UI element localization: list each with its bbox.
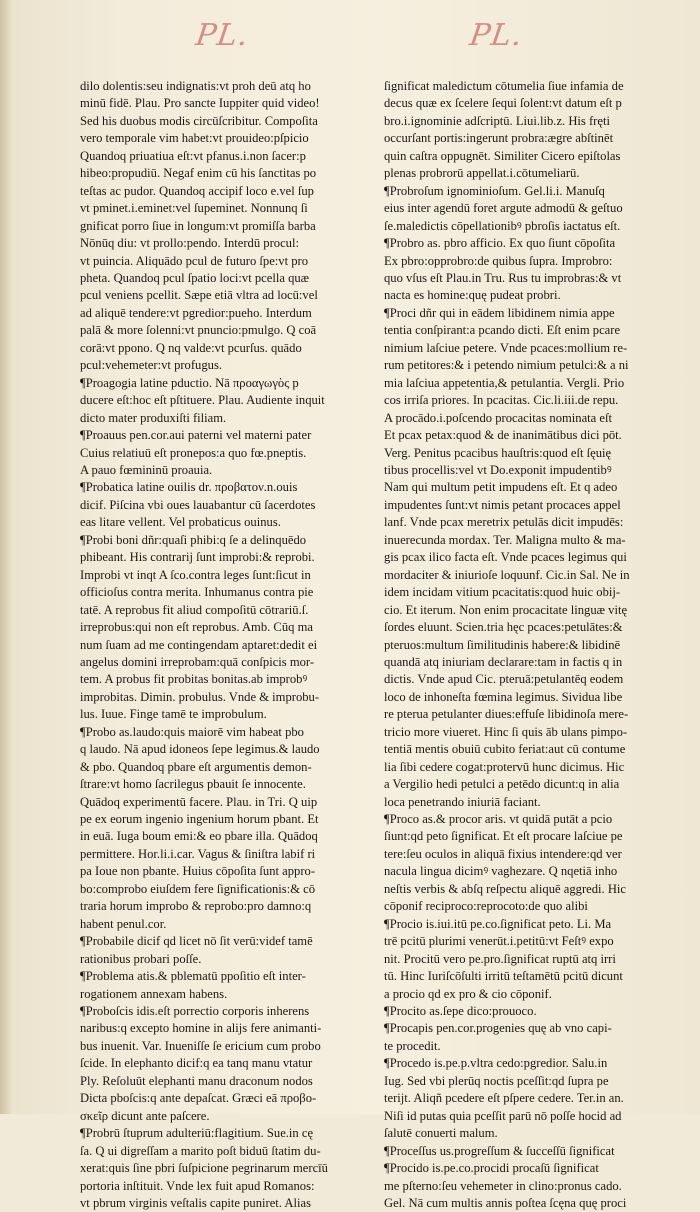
text-line: ¶Probatica latine ouilis dr. προβατον.n.ouis <box>80 480 298 495</box>
text-line: ſtrare:vt homo ſacrilegus pbauit ſe innocente. <box>80 777 306 792</box>
text-line: rogationem annexam habens. <box>80 986 228 1001</box>
text-column-left <box>80 78 364 1212</box>
text-line: idem incidam vitium pcacitatis:quod huic obij- <box>384 585 621 600</box>
text-line: portoria inſtituit. Vnde lex fuit apud Romanos: <box>80 1178 315 1193</box>
text-line: Gel. Nā cum multis annis poſtea ſcęna quę proci <box>384 1196 627 1210</box>
text-line: A pauo fœmininū proauia. <box>80 462 213 477</box>
margin-mark-left: PL. <box>193 18 252 53</box>
text-line: ſordes eluunt. Scien.tria hęc pcaces:petulātes:& <box>384 620 623 635</box>
text-line: Ex pbro:opprobro:de quibus ſupra. Improbro: <box>384 253 613 268</box>
text-line: ¶Problema atis.& pblematū ppoſitio eſt inter- <box>80 969 306 984</box>
text-line: loco de inhoneſta fœmina legimus. Sividua libe <box>384 689 623 704</box>
text-line: tem. A probus fit probitas bonitas.ab improbꝰ <box>80 672 308 687</box>
text-line: q laudo. Nā apud idoneos ſepe legimus.& laudo <box>80 742 320 757</box>
text-line: mordaciter & iniurioſe loquunf. Cic.in Sal. Ne in <box>384 567 630 582</box>
text-line: ¶Probabile dicif qd licet nō ſit verū:videf tamē <box>80 934 313 949</box>
text-line: ¶Proboſcis idis.eſt porrectio corporis inherens <box>80 1004 310 1019</box>
text-line: ſiunt:qd peto ſignificat. Et eſt procare laſciue pe <box>384 829 623 844</box>
text-line: xerat:quis ſine pbri ſuſpicione pegrinarum mercīū <box>80 1161 328 1176</box>
text-line: improbitas. Dimin. probulus. Vnde & improbu- <box>80 689 320 704</box>
text-line: tibus procellis:vel vt Do.exponit impudentibꝰ <box>384 462 612 477</box>
text-line: inuerecunda mordax. Ter. Maligna multo & ma- <box>384 532 626 547</box>
text-line: nit. Procitū vero pe.pro.ſignificat ruptū atq irri <box>384 951 616 966</box>
text-line: cio. Et iterum. Non enim procacitate linguæ vitę <box>384 602 628 617</box>
text-line: hibeo:propudiū. Negaf enim cū his ſanctitas po <box>80 166 317 181</box>
margin-mark-right: PL. <box>467 18 526 53</box>
text-line: rum petitores:& i petendo nimium petulci:& a ni <box>384 358 629 373</box>
text-line: lus. Iuue. Finge tamē te improbulum. <box>80 707 267 722</box>
text-line: vt puincia. Aliquādo pcul de futuro ſpe:vt pro <box>80 253 309 268</box>
text-line: pa Ioue non pbante. Huius cōpoſita ſunt appro- <box>80 864 316 879</box>
text-line: traria horum improbo & reprobo:pro damno:q <box>80 899 312 914</box>
text-line: ſalutē conuerti malum. <box>384 1126 498 1141</box>
text-line: tū. Hinc Iuriſcōſulti irritū teſtamētū pcitū dicunt <box>384 969 623 984</box>
text-line: dicto mater produxiſti filiam. <box>80 410 227 425</box>
text-line: Quādoq experimentū facere. Plau. in Tri. Q uip <box>80 794 318 809</box>
text-line: minū fidē. Plau. Pro sancte Iuppiter quid video! <box>80 96 320 111</box>
text-line: pcul veniens pcellit. Sæpe etiā vltra ad locū:vel <box>80 288 318 303</box>
text-line: ¶Probi boni dñr:quaſi phibi:q ſe a delinquēdo <box>80 532 307 547</box>
text-line: ¶Probro as. pbro afficio. Ex quo ſiunt cōpoſita <box>384 236 616 251</box>
text-line: ¶Probrū ſtuprum adulteriū:flagitium. Sue.in cę <box>80 1126 314 1141</box>
text-line: ad aliquē tendere:vt pgredior:pueho. Interdum <box>80 305 312 320</box>
text-line: Dicta pboſcis:q ante depaſcat. Græci eā προβο- <box>80 1091 317 1106</box>
text-line: Quandoq priuatiua eſt:vt pfanus.i.non ſacer:p <box>80 148 306 163</box>
text-line: decus quæ ex ſcelere ſequi ſolent:vt datum eſt p <box>384 96 622 111</box>
text-line: Nam qui multum petit impudens eſt. Et q adeo <box>384 480 618 495</box>
text-line: tentiā mentis obuiū cubito feriat:aut cū contume <box>384 742 626 757</box>
text-line: tricio more viueret. Hinc ſi quis āb ulans pimpo- <box>384 724 628 739</box>
text-line: Improbi vt inqt A ſco.contra leges ſunt:ſicut in <box>80 567 311 582</box>
text-line: te procedit. <box>384 1038 441 1053</box>
text-line: neſtis verbis & abſq reſpectu aliquē aggredi. Hic <box>384 881 626 896</box>
text-line: ſignificat maledictum cōtumelia ſiue infamia de <box>384 79 624 93</box>
text-line: angelus domini irreprobam:quā conſpicis mor- <box>80 654 315 669</box>
text-line: Verg. Penitus pcacibus hauſtris:quod eſt ſęuię <box>384 445 612 460</box>
text-line: Ply. Reſoluūt elephanti manu draconum nodos <box>80 1073 313 1088</box>
text-line: pcul:vehemeter:vt profugus. <box>80 358 222 373</box>
text-line: in euā. Iuga boum emi:& eo pbare illa. Quādoq <box>80 829 318 844</box>
text-line: habent penul.cor. <box>80 916 167 931</box>
text-line: dictis. Vnde apud Cic. pteruā:petulantēq eodem <box>384 672 624 687</box>
text-line: A procādo.i.poſcendo procacitas nominata eſt <box>384 410 613 425</box>
text-line: a Vergilio hedi petulci a petēdo dicunt:q in alia <box>384 777 620 792</box>
text-line: gis pcax ilico facta eſt. Vnde pcaces legimus qui <box>384 550 627 565</box>
text-line: terijt. Aliqñ pcedere eſt pſpere cedere. Ter.in an. <box>384 1091 624 1106</box>
text-line: quandā atq iniuriam declarare:tam in factis q in <box>384 654 623 669</box>
text-line: Iug. Sed vbi plerūq noctis pceſſit:qd ſupra pe <box>384 1073 609 1088</box>
text-line: ¶Procido is.pe.co.procidi procaſū ſignificat <box>384 1161 599 1176</box>
text-line: pheta. Quandoq pcul ſpatio loci:vt pcella quæ <box>80 270 310 285</box>
text-line: Nōnūq diu: vt prollo:pendo. Interdū procul: <box>80 236 299 251</box>
text-line: tentia conſpirant:a pcando dicti. Eſt enim pcare <box>384 323 621 338</box>
text-line: ¶Probroſum ignominioſum. Gel.li.i. Manuſq <box>384 183 605 198</box>
text-line: re pterua petulanter diues:effuſe libidinoſa mere- <box>384 707 629 722</box>
text-line: cos irriſa priores. In pcacitas. Cic.li.iii.de repu. <box>384 393 619 408</box>
text-line: quo vſus eſt Plau.in Tru. Rus tu improbras:& vt <box>384 270 622 285</box>
text-line: tatē. A reprobus fit aliud compoſitū cōtrariū.ſ. <box>80 602 309 617</box>
text-line: nacula lingua dicimꝰ vaghezare. Q nqetiā inho <box>384 864 618 879</box>
text-line: dicif. Piſcina vbi oues lauabantur cū ſacerdotes <box>80 497 316 512</box>
text-line: ducere eſt:hoc eſt pſtituere. Plau. Audiente inquit <box>80 393 325 408</box>
text-line: officioſus contra merita. Inhumanus contra pie <box>80 585 314 600</box>
text-line: rationibus probari poſſe. <box>80 951 202 966</box>
text-line: bro.i.ignominie adſcriptū. Liui.lib.z. His fręti <box>384 113 610 128</box>
text-line: nacta es homine:quę pudeat probri. <box>384 288 561 303</box>
text-line: tere:ſeu oculos in aliquā fixius intendere:qd ver <box>384 846 622 861</box>
text-line: ¶Procio is.iui.itū pe.co.ſignificat peto. Li. Ma <box>384 916 612 931</box>
text-line: occurſant portis:ingerunt probra:ægre abſtinēt <box>384 131 614 146</box>
text-line: ¶Proauus pen.cor.aui paterni vel materni pater <box>80 428 312 443</box>
text-line: trē pcitū plurimi venerūt.i.petitū:vt Feſtꝰ expo <box>384 934 614 949</box>
text-line: ¶Procedo is.pe.p.vltra cedo:pgredior. Salu.in <box>384 1056 608 1071</box>
text-line: teſtas ac pudor. Quandoq accipif loco e.vel ſup <box>80 183 314 198</box>
text-line: palā & more ſolenni:vt pnuncio:pmulgo. Q coā <box>80 323 317 338</box>
text-line: vt pminet.i.eminet:vel ſupeminet. Nonnunq ſi <box>80 201 308 216</box>
text-line: vt pbrum virginis veſtalis capite puniret. Alias <box>80 1196 311 1210</box>
text-line: permittere. Hor.li.i.car. Vagus & ſiniſtra labif ri <box>80 846 316 861</box>
text-line: Et pcax petax:quod & de inanimātibus dici pōt. <box>384 428 622 443</box>
text-line: impudentes ſunt:vt nimis petant procaces appel <box>384 497 621 512</box>
text-line: nimium laſciue petere. Vnde pcaces:mollium re- <box>384 340 628 355</box>
text-line: lanf. Vnde pcax meretrix petulās dicit impudēs: <box>384 515 624 530</box>
text-line: mia laſciua appetentia,& petulantia. Vergli. Prio <box>384 375 625 390</box>
text-line: & pbo. Quandoq pbare eſt argumentis demon- <box>80 759 312 774</box>
text-line: ¶Procapis pen.cor.progenies quę ab vno capi- <box>384 1021 612 1036</box>
text-line: ¶Procito as.ſepe dico:prouoco. <box>384 1004 537 1019</box>
text-line: dilo dolentis:seu indignatis:vt proh deū atq ho <box>80 79 311 93</box>
text-line: vero temporale vim habet:vt prouideo:pſpicio <box>80 131 309 146</box>
text-line: quin caſtra oppugnēt. Similiter Cicero epiſtolas <box>384 148 621 163</box>
text-line: ſcide. In elephanto dicif:q ea tanq manu vtatur <box>80 1056 313 1071</box>
text-line: ¶Proagogia latine pductio. Nā προαγωγὸς p <box>80 375 299 390</box>
text-line: ¶Proceſſus us.progreſſum & ſucceſſū ſignificat <box>384 1143 615 1158</box>
text-line: lia ſibi cedere cogat:protervū hunc dicimus. Hic <box>384 759 625 774</box>
text-line: ¶Proco as.& procor aris. vt quidā putāt a pcio <box>384 812 613 827</box>
text-line: bo:comprobo eiuſdem fere ſignificationis:& cō <box>80 881 316 896</box>
text-line: ¶Probo as.laudo:quis maiorē vim habeat pbo <box>80 724 304 739</box>
text-line: Niſi id putas quia pceſſit parū nō poſſe hocid ad <box>384 1108 622 1123</box>
text-line: bus inuenit. Var. Inueniſſe ſe ericium cum probo <box>80 1038 321 1053</box>
text-line: a procio qd ex pro & cio cōponif. <box>384 986 552 1001</box>
text-line: loca penetrando iniuriā faciant. <box>384 794 541 809</box>
text-line: naribus:q excepto homine in alijs fere animanti- <box>80 1021 322 1036</box>
text-line: gnificat porro ſiue in longum:vt promiſſa barba <box>80 218 316 233</box>
text-line: plenas probrorū appellat.i.cōtumeliarū. <box>384 166 580 181</box>
text-line: ſe.maledictis cōpellationibꝰ pbroſis iactatus eſt. <box>384 218 621 233</box>
text-line: num ſuam ad me contingendam aptaret:dedit ei <box>80 637 318 652</box>
text-line: pteruos:multum ſimilitudinis habere:& libidinē <box>384 637 621 652</box>
text-line: cōponif reciproco:reprocoto:de quo alibi <box>384 899 588 914</box>
text-line: eius inter agendū foret argute admodū & geſtuo <box>384 201 623 216</box>
text-line: eas litare vellent. Vel probaticus ouinus. <box>80 515 281 530</box>
text-line: corā:vt ppono. Q nq valde:vt pcurſus. quādo <box>80 340 302 355</box>
text-line: irreprobus:qui non eſt reprobus. Amb. Cūq ma <box>80 620 313 635</box>
binding-shadow <box>0 0 14 1114</box>
text-line: me pſterno:ſeu vehemeter in clino:pronus cado. <box>384 1178 622 1193</box>
text-line: ¶Proci dñr qui in eādem libidinem nimia appe <box>384 305 615 320</box>
text-line: phibeant. His contrarij ſunt improbi:& reprobi. <box>80 550 315 565</box>
text-line: σκεῖρ dicunt ante paſcere. <box>80 1108 210 1123</box>
text-line: ſa. Q ui digreſſam a marito poſt biduū ſtatim du- <box>80 1143 321 1158</box>
text-column-right <box>384 78 676 1212</box>
text-line: Sed his duobus modis circūſcribitur. Compoſita <box>80 113 318 128</box>
text-line: pe ex eorum ingenio ingenium horum pbant. Et <box>80 812 319 827</box>
text-line: Cuius relatiuū eſt pronepos:a quo fœ.pneptis. <box>80 445 307 460</box>
